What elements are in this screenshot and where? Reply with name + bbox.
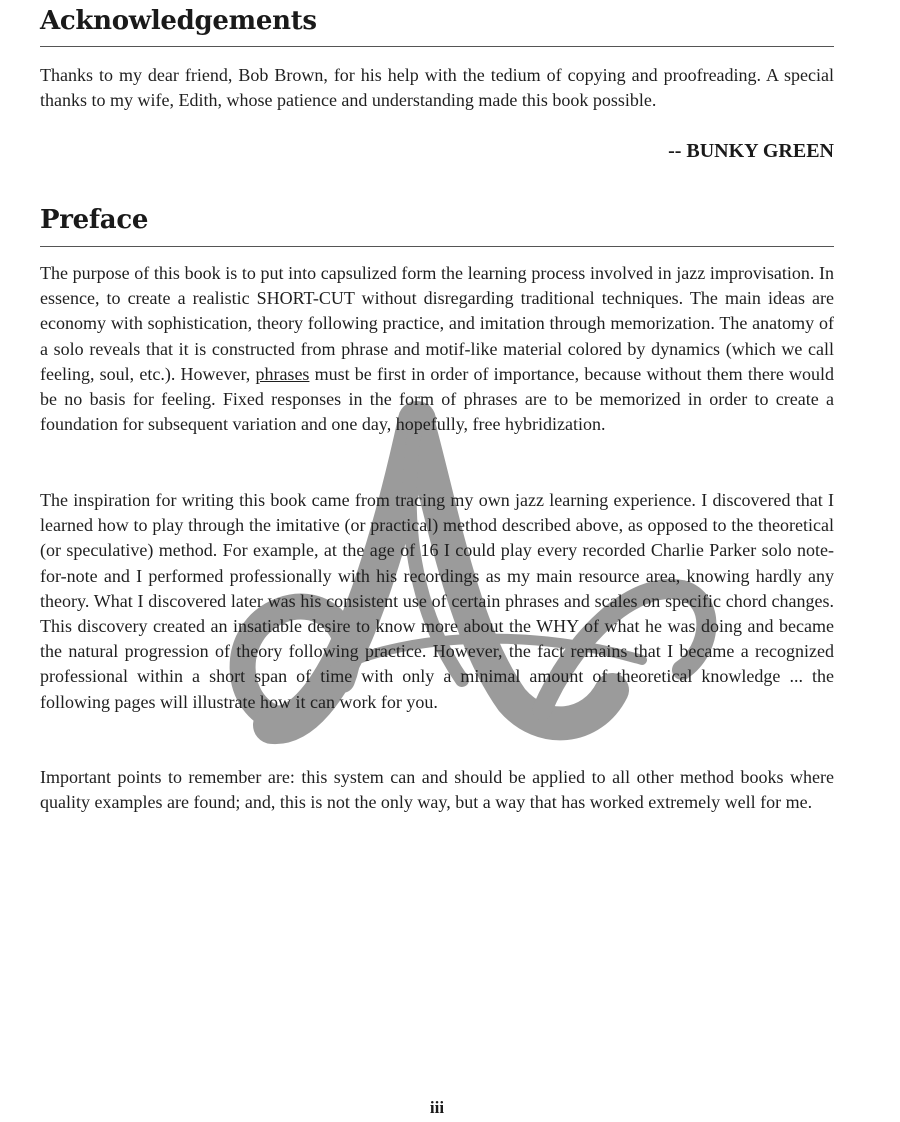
paragraph-text: The purpose of this book is to put into capsulized form the learning process involved in jazz improvisation. In essence, to create a realistic SHORT-CUT without disregarding traditional techniques. The main ideas are economy with sophistication, theory following practice, and imitation through memorization. The anatomy of a solo reveals that it is constructed from phrase and motif-like material colored by dynamics (which we call feeling, soul, etc.). However, xyxy=(40,263,834,384)
preface-heading: Preface xyxy=(40,205,149,235)
acknowledgements-heading: Acknowledgements xyxy=(40,6,317,36)
paragraph-text: must be first in order of importance, because without them there would be no basis for feeling. Fixed responses in the form of phrases are to be memorized in order to create a foundation for subsequent variation and one day, hopefully, free hybridization. xyxy=(40,363,834,435)
author-signature: -- BUNKY GREEN xyxy=(668,140,834,162)
acknowledgements-text: Thanks to my dear friend, Bob Brown, for his help with the tedium of copying and proofreading. A special thanks to my wife, Edith, whose patience and understanding made this book possible. xyxy=(40,65,834,111)
page-number: iii xyxy=(429,1098,445,1117)
preface-paragraph-2: The inspiration for writing this book came from tracing my own jazz learning experience. I discovered that I learned how to play through the imitative (or practical) method described above, as opposed to the theoretical (or speculative) method. For example, at the age of 16 I could play every recorded Charlie Parker solo note-for-note and I performed professionally with his recordings as my main resource area, knowing hardly any theory. What I discovered later was his consistent use of certain phrases and scales on specific chord changes. This discovery created an insatiable desire to know more about the WHY of what he was doing and became the natural progression of theory following practice. However, the fact remains that I became a recognized professional within a short span of time with only a minimal amount of theoretical knowledge ... the following pages will illustrate how it can work for you. xyxy=(40,490,834,712)
preface-paragraph-1 xyxy=(40,261,834,437)
heading-divider xyxy=(40,46,834,47)
heading-divider xyxy=(40,246,834,247)
underlined-word: phrases xyxy=(255,363,310,384)
preface-paragraph-3: Important points to remember are: this system can and should be applied to all other method books where quality examples are found; and, this is not the only way, but a way that has worked extremely well for me. xyxy=(40,767,834,813)
